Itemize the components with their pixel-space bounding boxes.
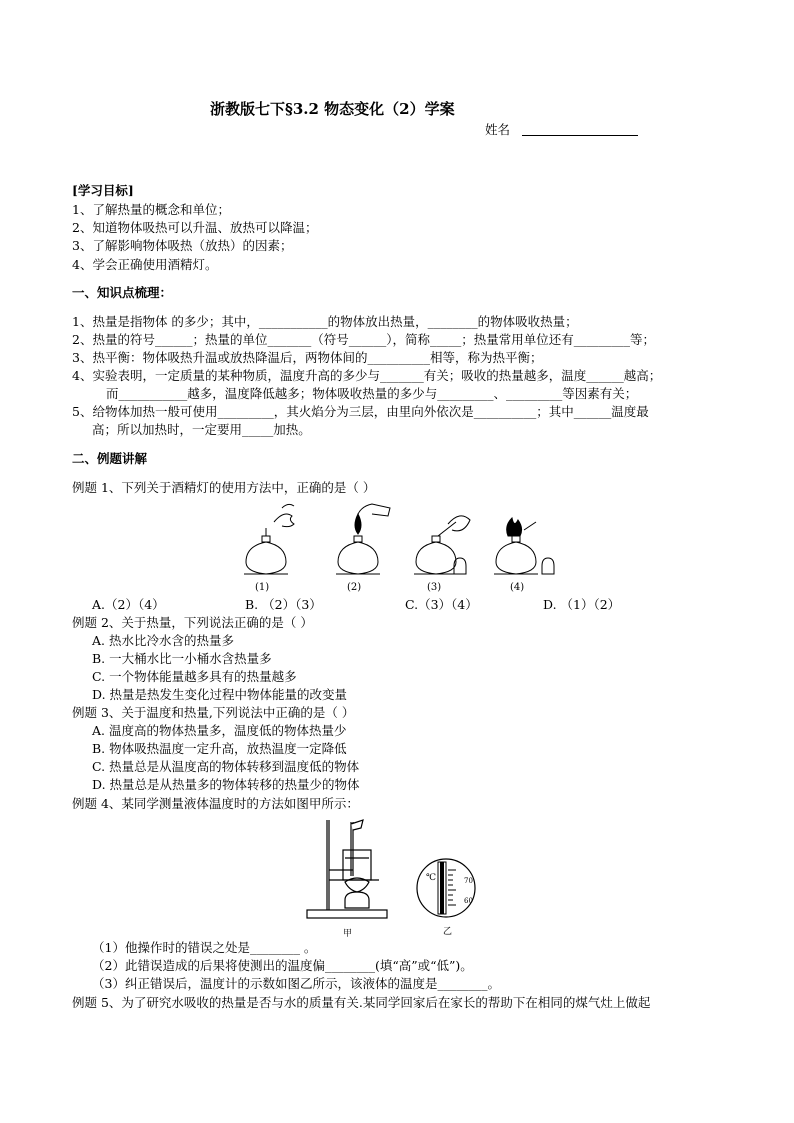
example-5-question: 例题 5、为了研究水吸收的热量是否与水的质量有关.某同学回家后在家长的帮助下在相同的煤气灶上做起 bbox=[72, 995, 651, 1010]
option-b[interactable]: B. （2）（3） bbox=[245, 597, 322, 612]
scale-60: 60 bbox=[464, 897, 473, 905]
objective-item: 2、知道物体吸热可以升温、放热可以降温； bbox=[72, 220, 318, 235]
option-a[interactable]: A. 温度高的物体热量多，温度低的物体热量少 bbox=[92, 723, 347, 738]
knowledge-line: 1、热量是指物体 的多少；其中，___________的物体放出热量，________的物体吸收热量； bbox=[72, 314, 578, 329]
figure-label: (1) bbox=[255, 582, 270, 593]
option-c[interactable]: C. 一个物体能量越多具有的热量越多 bbox=[92, 669, 297, 684]
lamp-2-icon bbox=[336, 504, 390, 574]
option-d[interactable]: D. 热量总是从热量多的物体转移的热量少的物体 bbox=[92, 777, 360, 792]
option-a[interactable]: A. 热水比冷水含的热量多 bbox=[92, 633, 234, 648]
knowledge-line: 而___________越多，温度降低越多；物体吸收热量的多少与_________、_________等因素有关； bbox=[106, 386, 638, 401]
option-b[interactable]: B. 一大桶水比一小桶水含热量多 bbox=[92, 651, 272, 666]
knowledge-line: 5、给物体加热一般可使用_________，其火焰分为三层，由里向外依次是__________；其中______温度最 bbox=[72, 404, 649, 419]
page-title: 浙教版七下§3.2 物态变化（2）学案 bbox=[210, 100, 455, 118]
thermometer-scale-figure bbox=[412, 858, 484, 920]
lamp-3-icon bbox=[414, 516, 470, 574]
objective-item: 4、学会正确使用酒精灯。 bbox=[72, 257, 218, 272]
option-a[interactable]: A.（2）（4） bbox=[92, 597, 165, 612]
example-1-question: 例题 1、下列关于酒精灯的使用方法中，正确的是（ ） bbox=[72, 480, 376, 495]
option-b[interactable]: B. 物体吸热温度一定升高，放热温度一定降低 bbox=[92, 741, 347, 756]
example-4-question: 例题 4、某同学测量液体温度时的方法如图甲所示： bbox=[72, 796, 359, 811]
scale-unit: ℃ bbox=[426, 873, 437, 883]
example-4-sub: （3）纠正错误后，温度计的示数如图乙所示，该液体的温度是________。 bbox=[92, 976, 500, 991]
lamp-1-icon bbox=[244, 504, 294, 574]
objective-item: 1、了解热量的概念和单位； bbox=[72, 202, 230, 217]
knowledge-line: 3、热平衡：物体吸热升温或放热降温后，两物体间的__________相等，称为热平衡； bbox=[72, 350, 543, 365]
knowledge-line: 高；所以加热时，一定要用_____加热。 bbox=[92, 422, 311, 437]
example-4-sub: （1）他操作时的错误之处是________ 。 bbox=[92, 940, 317, 955]
lamp-4-icon bbox=[494, 518, 554, 574]
figure-label-jia: 甲 bbox=[343, 929, 353, 939]
objective-item: 3、了解影响物体吸热（放热）的因素； bbox=[72, 238, 293, 253]
scale-70: 70 bbox=[464, 877, 473, 885]
experiment-setup-figure bbox=[305, 818, 395, 923]
objectives-heading: [学习目标] bbox=[72, 183, 134, 198]
knowledge-line: 4、实验表明，一定质量的某种物质，温度升高的多少与_______有关；吸收的热量越多，温度______越高； bbox=[72, 368, 662, 383]
option-d[interactable]: D. 热量是热发生变化过程中物体能量的改变量 bbox=[92, 687, 348, 702]
option-d[interactable]: D. （1）（2） bbox=[543, 597, 621, 612]
knowledge-heading: 一、知识点梳理： bbox=[72, 285, 173, 300]
example-2-question: 例题 2、关于热量，下列说法正确的是（ ） bbox=[72, 615, 313, 630]
option-c[interactable]: C. 热量总是从温度高的物体转移到温度低的物体 bbox=[92, 759, 360, 774]
knowledge-line: 2、热量的符号______；热量的单位_______（符号______），简称_____；热量常用单位还有_________等； bbox=[72, 332, 655, 347]
name-label: 姓名 bbox=[485, 122, 511, 137]
example-4-sub: （2）此错误造成的后果将使测出的温度偏________(填“高”或“低”)。 bbox=[92, 958, 473, 973]
figure-label-yi: 乙 bbox=[443, 927, 453, 937]
examples-heading: 二、例题讲解 bbox=[72, 451, 148, 466]
name-blank[interactable] bbox=[522, 135, 638, 136]
example-3-question: 例题 3、关于温度和热量,下列说法中正确的是（ ） bbox=[72, 705, 355, 720]
figure-label: (3) bbox=[427, 582, 442, 593]
figure-label: (4) bbox=[510, 582, 525, 593]
option-c[interactable]: C.（3）（4） bbox=[405, 597, 478, 612]
figure-label: (2) bbox=[347, 582, 362, 593]
